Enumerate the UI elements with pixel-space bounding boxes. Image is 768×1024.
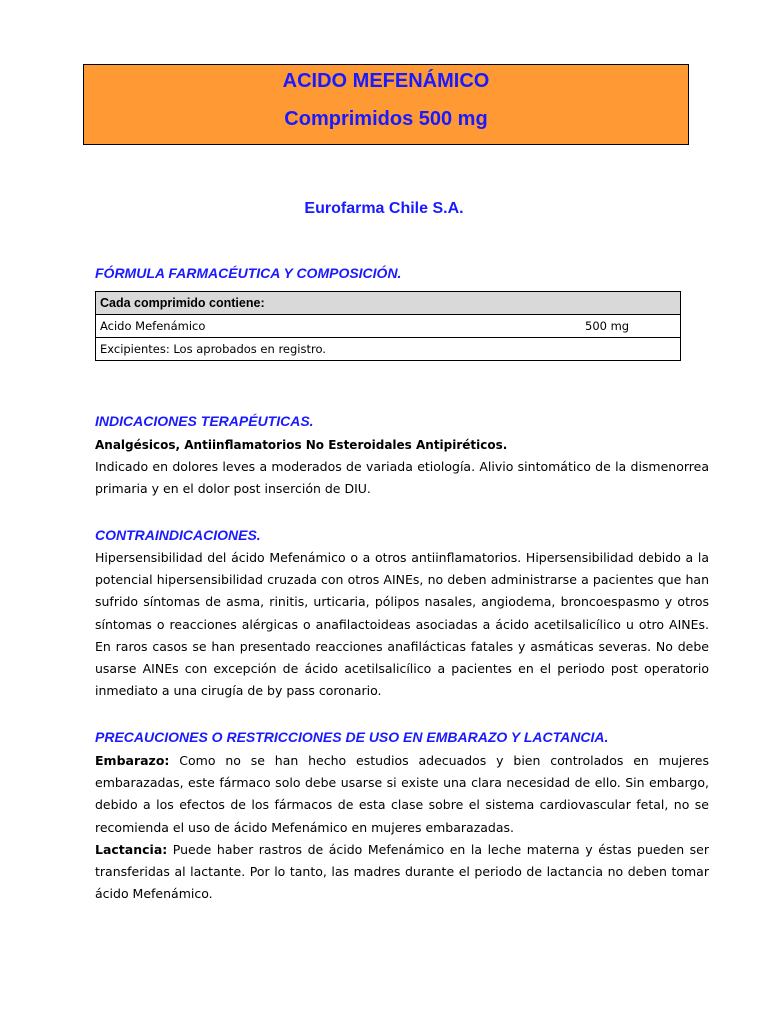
- indications-text: Indicado en dolores leves a moderados de variada etiología. Alivio sintomático de la dismenorrea primaria y en el dolor post inserción de DIU.: [95, 459, 709, 497]
- table-row: [96, 338, 681, 361]
- precautions-text: [95, 750, 709, 905]
- company-name: Eurofarma Chile S.A.: [304, 200, 464, 217]
- pregnancy-label: Embarazo:: [95, 753, 170, 768]
- contraindications-heading: CONTRAINDICACIONES.: [95, 527, 261, 543]
- ingredient-cell: [96, 315, 681, 338]
- document-title: ACIDO MEFENÁMICO: [282, 70, 490, 92]
- ingredient-name: Acido Mefenámico: [100, 319, 206, 333]
- ingredient-dose: 500 mg: [585, 319, 630, 333]
- composition-table: [95, 291, 681, 361]
- contraindications-text: Hipersensibilidad del ácido Mefenámico o a otros antiinflamatorios. Hipersensibilidad debido a la potencial hipersensibilidad cruzada con otros AINEs, no deben administrarse a pacientes que han sufrido síntomas de asma, rinitis, urticaria, pólipos nasales, angiodema, broncoespasmo y otros síntomas o reacciones alérgicas o anafilactoideas asociadas a ácido acetilsalicílico u otro AINEs. En raros casos se han presentado reacciones anafilácticas fatales y asmáticas severas. No debe usarse AINEs con excepción de ácido acetilsalicílico a pacientes en el periodo post operatorio inmediato a una cirugía de by pass coronario.: [95, 550, 709, 699]
- indications-category: Analgésicos, Antiinflamatorios No Esteroidales Antipiréticos.: [95, 438, 508, 452]
- excipients-cell: Excipientes: Los aprobados en registro.: [96, 338, 681, 361]
- table-header-row: [96, 292, 681, 315]
- table-header-cell: Cada comprimido contiene:: [96, 292, 681, 315]
- pregnancy-text: Como no se han hecho estudios adecuados y bien controlados en mujeres embarazadas, este fármaco solo debe usarse si existe una clara necesidad de ello. Sin embargo, debido a los efectos de los fármacos de esta clase sobre el sistema cardiovascular fetal, no se recomienda el uso de ácido Mefenámico en mujeres embarazadas.: [95, 753, 709, 835]
- indications-heading: INDICACIONES TERAPÉUTICAS.: [95, 413, 314, 429]
- lactation-label: Lactancia:: [95, 841, 168, 857]
- title-banner: [83, 64, 689, 145]
- table-row: [96, 315, 681, 338]
- lactation-text: Puede haber rastros de ácido Mefenámico en la leche materna y éstas pueden ser transferidas al lactante. Por lo tanto, las madres durante el periodo de lactancia no deben tomar ácido Mefenámico.: [95, 841, 709, 902]
- precautions-heading: PRECAUCIONES O RESTRICCIONES DE USO EN EMBARAZO Y LACTANCIA.: [95, 729, 609, 745]
- formula-heading: FÓRMULA FARMACÉUTICA Y COMPOSICIÓN.: [95, 265, 402, 281]
- document-subtitle: Comprimidos 500 mg: [284, 108, 488, 130]
